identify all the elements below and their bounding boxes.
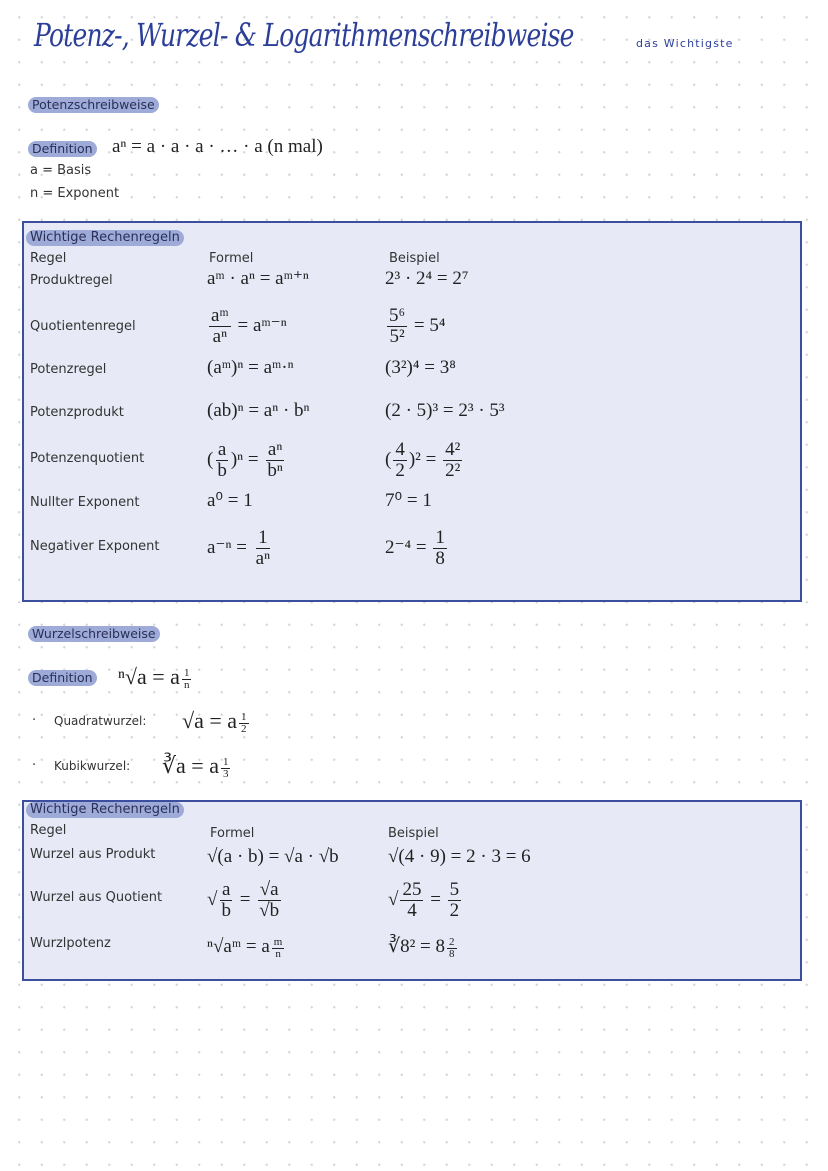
rule-name: Wurzlpotenz — [30, 936, 111, 951]
rule-formula — [207, 936, 286, 961]
formula-text: 2³ · 2⁴ = 2⁷ — [385, 268, 469, 289]
denominator: 2² — [445, 459, 461, 481]
fraction — [239, 712, 249, 736]
denominator: bⁿ — [267, 459, 283, 481]
fraction — [221, 757, 231, 781]
rule-formula — [207, 440, 287, 481]
denominator: 5² — [389, 325, 405, 347]
formula-text: = — [425, 888, 446, 910]
section-heading-potenz: Potenzschreibweise — [28, 97, 159, 113]
fraction — [387, 306, 407, 347]
denominator: 8 — [435, 547, 445, 569]
rule-name: Potenzenquotient — [30, 451, 145, 466]
rule-example — [385, 528, 449, 569]
formula-text: ⁿ√a = a — [118, 664, 180, 689]
rules-heading: Wichtige Rechenregeln — [26, 802, 184, 818]
numerator: 25 — [402, 879, 422, 900]
numerator: 2 — [449, 935, 455, 948]
formula-text: (2 · 5)³ = 2³ · 5³ — [385, 400, 505, 421]
denominator: √b — [259, 899, 280, 921]
formula-text: (ab)ⁿ = aⁿ · bⁿ — [207, 400, 310, 421]
rule-example — [388, 846, 531, 868]
formula-text: √a = a — [182, 708, 238, 733]
col-formula: Formel — [210, 826, 255, 841]
numerator: a — [217, 439, 227, 460]
formula-text: 2⁻⁴ = — [385, 536, 432, 558]
formula-text: aⁿ = a · a · a · … · a (n mal) — [112, 136, 323, 157]
formula-text: (3²)⁴ = 3⁸ — [385, 357, 456, 378]
numerator: 5 — [449, 879, 460, 900]
numerator: aⁿ — [267, 439, 283, 460]
fraction — [393, 440, 407, 481]
rule-name: Negativer Exponent — [30, 539, 160, 554]
formula-text: √ — [388, 888, 399, 910]
rule-example — [385, 357, 456, 379]
fraction — [433, 528, 447, 569]
denominator: 2 — [241, 723, 247, 736]
numerator: 5⁶ — [389, 305, 406, 326]
denominator: 8 — [449, 948, 455, 961]
fraction — [265, 440, 284, 481]
definition-label: Definition — [28, 141, 97, 157]
fraction — [443, 440, 462, 481]
rule-name: Wurzel aus Quotient — [30, 890, 163, 905]
fraction — [272, 937, 285, 961]
numerator: 1 — [435, 527, 445, 548]
formula-text: ( — [385, 448, 392, 470]
col-rule: Regel — [30, 823, 67, 838]
fraction — [215, 440, 229, 481]
rule-example — [388, 880, 463, 921]
denominator: b — [217, 459, 227, 481]
numerator: 1 — [258, 527, 268, 548]
formula-text: 7⁰ = 1 — [385, 490, 432, 511]
cube-root-formula — [162, 753, 232, 781]
rule-formula — [207, 306, 287, 347]
wurzel-definition-label: Definition — [28, 670, 97, 686]
rule-formula — [207, 846, 339, 868]
formula-text: = — [234, 888, 256, 910]
fraction — [447, 937, 457, 961]
formula-text: )² = — [408, 448, 442, 470]
denominator: b — [221, 899, 231, 921]
fraction — [400, 880, 423, 921]
rule-name: Wurzel aus Produkt — [30, 847, 156, 862]
rule-formula — [207, 268, 309, 290]
cube-root-label: Kubikwurzel: — [54, 759, 131, 773]
col-example: Beispiel — [388, 826, 439, 841]
potenz-definition — [112, 136, 323, 158]
page-subtitle: das Wichtigste — [636, 37, 734, 50]
col-example: Beispiel — [389, 251, 440, 266]
formula-text: = 5⁴ — [409, 314, 446, 336]
numerator: 4 — [395, 439, 405, 460]
rule-example — [385, 490, 432, 512]
rule-name: Nullter Exponent — [30, 495, 140, 510]
numerator: m — [273, 935, 283, 948]
exponent-note: n = Exponent — [30, 186, 120, 201]
formula-text: ∛a = a — [162, 753, 219, 778]
fraction — [257, 880, 281, 921]
col-rule: Regel — [30, 251, 67, 266]
formula-text: ∛8² = 8 — [388, 936, 446, 957]
basis-note: a = Basis — [30, 163, 92, 178]
numerator: 1 — [241, 710, 247, 723]
formula-text: a⁰ = 1 — [207, 490, 253, 511]
denominator: 2 — [395, 459, 405, 481]
rule-formula — [207, 528, 274, 569]
denominator: n — [183, 679, 190, 692]
rules-heading: Wichtige Rechenregeln — [26, 230, 184, 246]
rule-example — [385, 306, 445, 347]
formula-text: a⁻ⁿ = — [207, 536, 252, 558]
formula-text: = aᵐ⁻ⁿ — [232, 314, 287, 336]
page-title: Potenz-, Wurzel- & Logarithmenschreibweise — [34, 16, 574, 54]
formula-text: aᵐ · aⁿ = aᵐ⁺ⁿ — [207, 268, 309, 289]
formula-text: ⁿ√aᵐ = a — [207, 936, 270, 957]
rule-example — [385, 268, 469, 290]
fraction — [209, 306, 231, 347]
numerator: 1 — [222, 755, 229, 768]
rule-formula — [207, 880, 283, 921]
rule-name: Produktregel — [30, 273, 113, 288]
rule-formula — [207, 490, 253, 512]
numerator: √a — [259, 879, 279, 900]
fraction — [254, 528, 272, 569]
denominator: 4 — [407, 899, 417, 921]
section-heading-wurzel: Wurzelschreibweise — [28, 626, 160, 642]
rule-name: Potenzregel — [30, 362, 107, 377]
numerator: 1 — [183, 666, 190, 679]
rule-name: Quotientenregel — [30, 319, 136, 334]
bullet: · — [32, 758, 37, 773]
fraction — [182, 668, 192, 692]
rule-name: Potenzprodukt — [30, 405, 124, 420]
formula-text: √ — [207, 888, 218, 910]
fraction — [448, 880, 462, 921]
numerator: aᵐ — [211, 305, 229, 326]
denominator: 3 — [222, 768, 229, 781]
numerator: 4² — [445, 439, 461, 460]
rule-example — [385, 440, 464, 481]
numerator: a — [221, 879, 231, 900]
col-formula: Formel — [209, 251, 254, 266]
rule-formula — [207, 357, 294, 379]
formula-text: √(a · b) = √a · √b — [207, 846, 339, 867]
denominator: n — [275, 948, 281, 961]
formula-text: (aᵐ)ⁿ = aᵐ·ⁿ — [207, 357, 294, 378]
fraction — [219, 880, 233, 921]
rule-formula — [207, 400, 310, 422]
rule-example — [388, 936, 459, 961]
rule-example — [385, 400, 505, 422]
bullet: · — [32, 713, 37, 728]
square-root-label: Quadratwurzel: — [54, 714, 147, 728]
denominator: 2 — [449, 899, 460, 921]
denominator: aⁿ — [212, 325, 228, 347]
formula-text: √(4 · 9) = 2 · 3 = 6 — [388, 846, 531, 867]
formula-text: )ⁿ = — [230, 448, 264, 470]
denominator: aⁿ — [255, 547, 271, 569]
square-root-formula — [182, 708, 251, 736]
formula-text: ( — [207, 448, 214, 470]
wurzel-definition — [118, 664, 193, 692]
